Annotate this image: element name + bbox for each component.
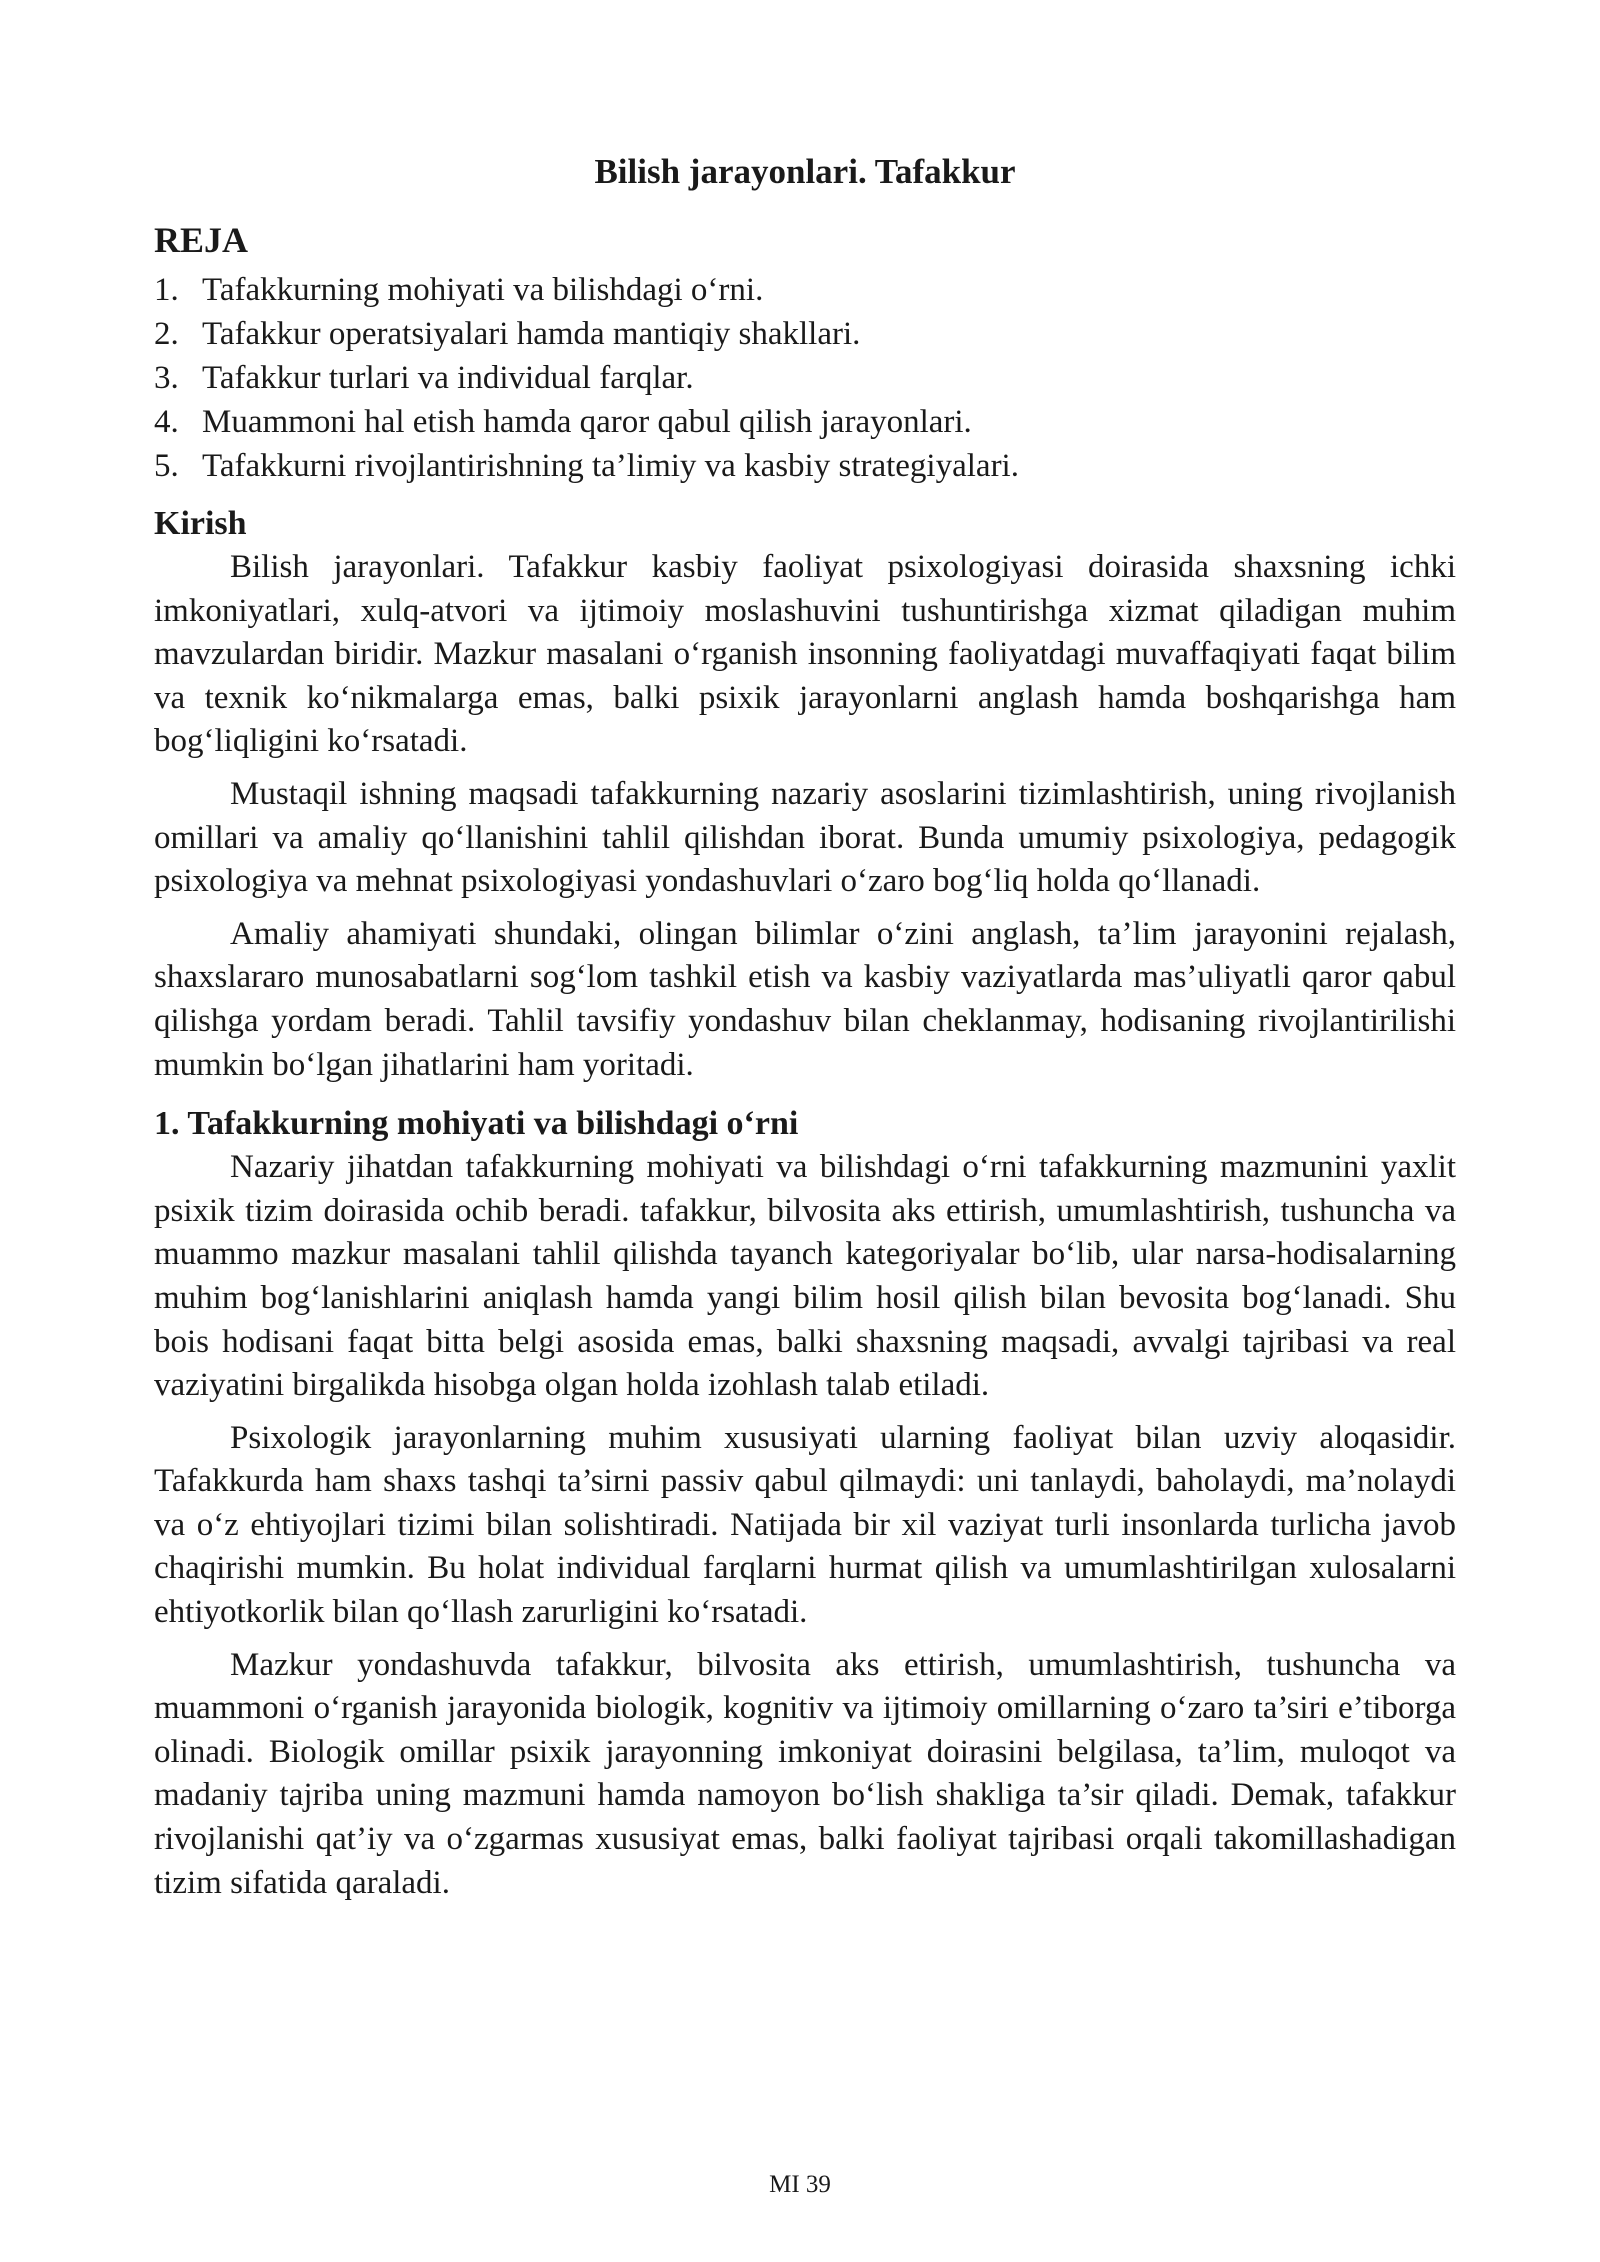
- plan-item-text: Tafakkur operatsiyalari hamda mantiqiy shakllari.: [202, 316, 861, 352]
- plan-item-text: Tafakkur turlari va individual farqlar.: [202, 360, 694, 396]
- plan-item-text: Muammoni hal etish hamda qaror qabul qilish jarayonlari.: [202, 404, 972, 440]
- intro-paragraph: Bilish jarayonlari. Tafakkur kasbiy faoliyat psixologiyasi doirasida shaxsning ichki imkoniyatlari, xulq-atvori va ijtimoiy moslashuvini tushuntirishga xizmat qiladigan muhim mavzulardan biridir. Mazkur masalani o‘rganish insonning faoliyatdagi muvaffaqiyati faqat bilim va texnik ko‘nikmalarga emas, balki psixik jarayonlarni anglash hamda boshqarishga ham bog‘liqligini ko‘rsatadi.: [154, 549, 1456, 760]
- plan-item-text: Tafakkurni rivojlantirishning ta’limiy va kasbiy strategiyalari.: [202, 448, 1019, 484]
- plan-item-number: 3.: [154, 360, 179, 396]
- plan-item-number: 1.: [154, 272, 179, 308]
- section-paragraph: Nazariy jihatdan tafakkurning mohiyati va bilishdagi o‘rni tafakkurning mazmunini yaxlit psixik tizim doirasida ochib beradi. tafakkur, bilvosita aks ettirish, umumlashtirish, tushuncha va muammo mazkur masalani tahlil qilishda tayanch kategoriyalar bo‘lib, ular narsa-hodisalarning muhim bog‘lanishlarini aniqlash hamda yangi bilim hosil qilish bilan bevosita bog‘lanadi. Shu bois hodisani faqat bitta belgi asosida emas, balki shaxsning maqsadi, avvalgi tajribasi va real vaziyatini birgalikda hisobga olgan holda izohlash talab etiladi.: [154, 1149, 1456, 1404]
- document-title: Bilish jarayonlari. Tafakkur: [594, 152, 1016, 191]
- page-number: MI 39: [769, 2171, 831, 2198]
- intro-heading: Kirish: [154, 505, 247, 542]
- intro-paragraph: Mustaqil ishning maqsadi tafakkurning nazariy asoslarini tizimlashtirish, uning rivojlanish omillari va amaliy qo‘llanishini tahlil qilishdan iborat. Bunda umumiy psixologiya, pedagogik psixologiya va mehnat psixologiyasi yondashuvlari o‘zaro bog‘liq holda qo‘llanadi.: [154, 775, 1456, 900]
- plan-item: [154, 356, 1456, 400]
- plan-item: [154, 400, 1456, 444]
- section-heading: 1. Tafakkurning mohiyati va bilishdagi o‘rni: [154, 1105, 799, 1143]
- plan-item: [154, 444, 1456, 488]
- section-paragraph: Psixologik jarayonlarning muhim xususiyati ularning faoliyat bilan uzviy aloqasidir. Tafakkurda ham shaxs tashqi ta’sirni passiv qabul qilmaydi: uni tanlaydi, baholaydi, ma’nolaydi va o‘z ehtiyojlari tizimi bilan solishtiradi. Natijada bir xil vaziyat turli insonlarda turlicha javob chaqirishi mumkin. Bu holat individual farqlarni hurmat qilish va umumlashtirilgan xulosalarni ehtiyotkorlik bilan qo‘llash zarurligini ko‘rsatadi.: [154, 1419, 1456, 1631]
- plan-item-number: 5.: [154, 448, 179, 484]
- section-paragraph: Mazkur yondashuvda tafakkur, bilvosita aks ettirish, umumlashtirish, tushuncha va muammoni o‘rganish jarayonida biologik, kognitiv va ijtimoiy omillarning o‘zaro ta’siri e’tiborga olinadi. Biologik omillar psixik jarayonning imkoniyat doirasini belgilasa, ta’lim, muloqot va madaniy tajriba uning mazmuni hamda namoyon bo‘lish shakliga ta’sir qiladi. Demak, tafakkur rivojlanishi qat’iy va o‘zgarmas xususiyat emas, balki faoliyat tajribasi orqali takomillashadigan tizim sifatida qaraladi.: [154, 1646, 1456, 1901]
- plan-item: [154, 268, 1456, 312]
- plan-list: [154, 268, 1456, 488]
- plan-item: [154, 312, 1456, 356]
- document-page: [154, 150, 1456, 1914]
- plan-item-number: 4.: [154, 404, 179, 440]
- plan-item-number: 2.: [154, 316, 179, 352]
- intro-paragraph: Amaliy ahamiyati shundaki, olingan bilimlar o‘zini anglash, ta’lim jarayonini rejalash, shaxslararo munosabatlarni sog‘lom tashkil etish va kasbiy vaziyatlarda mas’uliyatli qaror qabul qilishga yordam beradi. Tahlil tavsifiy yondashuv bilan cheklanmay, hodisaning rivojlantirilishi mumkin bo‘lgan jihatlarini ham yoritadi.: [154, 915, 1456, 1083]
- plan-heading: REJA: [154, 220, 249, 260]
- plan-item-text: Tafakkurning mohiyati va bilishdagi o‘rni.: [202, 272, 764, 308]
